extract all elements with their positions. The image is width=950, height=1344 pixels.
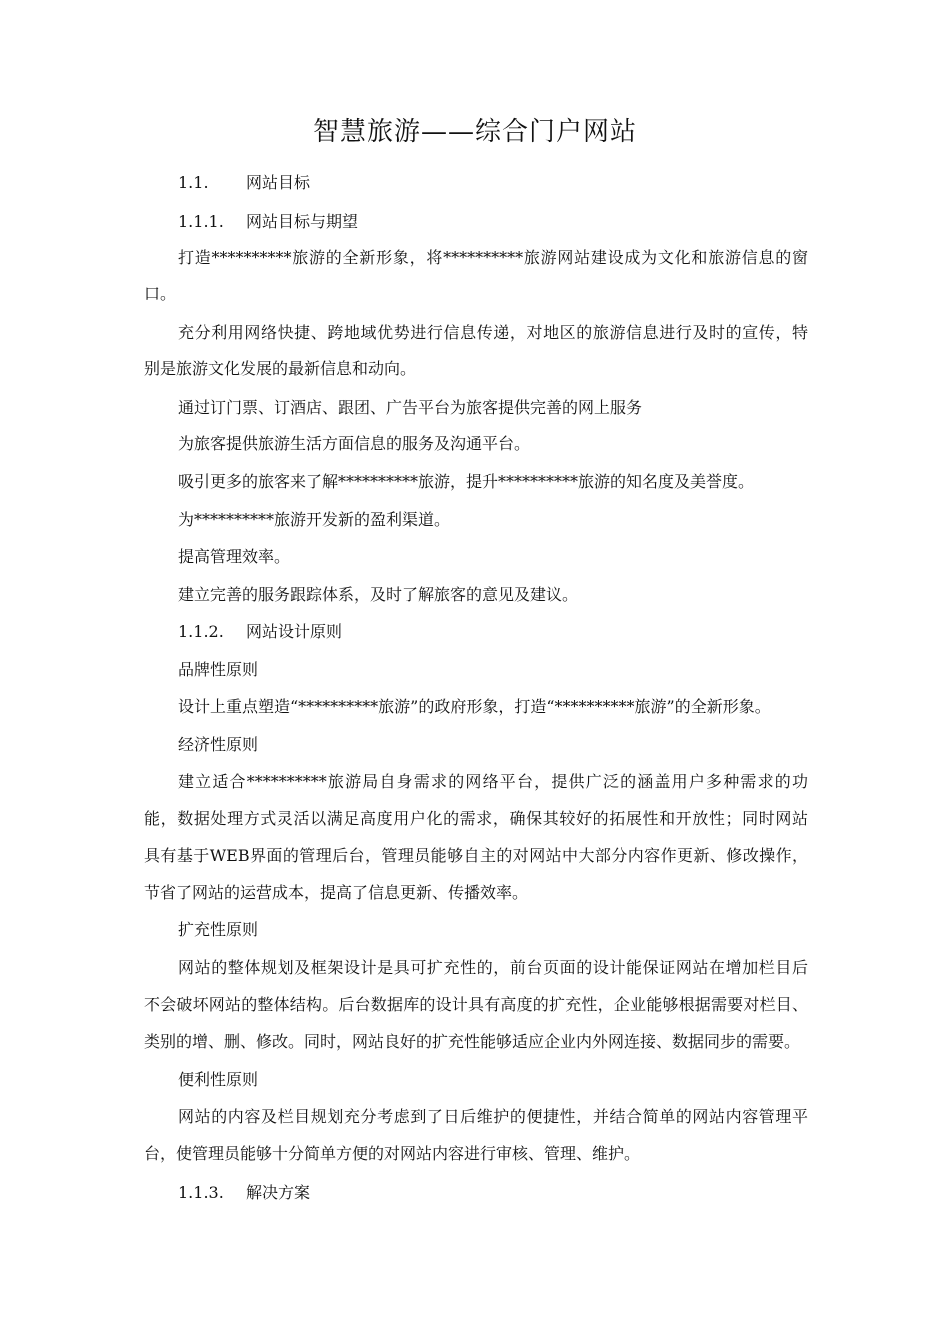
paragraph-line: 能，数据处理方式灵活以满足高度用户化的需求，确保其较好的拓展性和开放性；同时网站 xyxy=(144,809,808,828)
paragraph-line: 为旅客提供旅游生活方面信息的服务及沟通平台。 xyxy=(178,434,531,453)
paragraph-line: 通过订门票、订酒店、跟团、广告平台为旅客提供完善的网上服务 xyxy=(178,398,643,417)
paragraph-line: 不会破坏网站的整体结构。后台数据库的设计具有高度的扩充性，企业能够根据需要对栏目、 xyxy=(144,995,808,1014)
paragraph-line: 设计上重点塑造“**********旅游”的政府形象，打造“**********旅游”的全新形象。 xyxy=(178,697,771,716)
paragraph-line: 别是旅游文化发展的最新信息和动向。 xyxy=(144,359,417,378)
heading-number: 1.1.1. xyxy=(178,212,224,231)
subheading: 品牌性原则 xyxy=(178,660,259,679)
document-title: 智慧旅游——综合门户网站 xyxy=(312,117,637,147)
paragraph-line: 建立适合**********旅游局自身需求的网络平台，提供广泛的涵盖用户多种需求的功 xyxy=(178,772,808,791)
subheading: 经济性原则 xyxy=(178,735,259,754)
paragraph-line: 网站的内容及栏目规划充分考虑到了日后维护的便捷性，并结合简单的网站内容管理平 xyxy=(178,1107,808,1126)
heading-number: 1.1. xyxy=(178,173,209,192)
heading-1-1-1 xyxy=(178,204,808,240)
heading-text: 网站目标 xyxy=(246,173,311,192)
paragraph-line: 充分利用网络快捷、跨地域优势进行信息传递，对地区的旅游信息进行及时的宣传，特 xyxy=(178,323,808,342)
paragraph-line: 台，使管理员能够十分简单方便的对网站内容进行审核、管理、维护。 xyxy=(144,1144,641,1163)
heading-1-1-2 xyxy=(178,614,808,650)
paragraph-line: 建立完善的服务跟踪体系，及时了解旅客的意见及建议。 xyxy=(178,585,579,604)
paragraph-line: 提高管理效率。 xyxy=(178,547,291,566)
subheading: 便利性原则 xyxy=(178,1070,259,1089)
heading-text: 解决方案 xyxy=(246,1183,311,1202)
paragraph-line: 网站的整体规划及框架设计是具可扩充性的，前台页面的设计能保证网站在增加栏目后 xyxy=(178,958,808,977)
heading-1-1 xyxy=(178,165,808,201)
heading-text: 网站设计原则 xyxy=(246,622,343,641)
heading-text: 网站目标与期望 xyxy=(246,212,359,231)
paragraph-line: 具有基于WEB界面的管理后台，管理员能够自主的对网站中大部分内容作更新、修改操作， xyxy=(144,846,808,865)
paragraph-line: 吸引更多的旅客来了解**********旅游，提升**********旅游的知名度及美誉度。 xyxy=(178,472,755,491)
heading-1-1-3 xyxy=(178,1175,808,1211)
subheading: 扩充性原则 xyxy=(178,920,259,939)
heading-number: 1.1.2. xyxy=(178,622,224,641)
paragraph-line: 类别的增、删、修改。同时，网站良好的扩充性能够适应企业内外网连接、数据同步的需要。 xyxy=(144,1032,801,1051)
paragraph-line: 节省了网站的运营成本，提高了信息更新、传播效率。 xyxy=(144,883,529,902)
heading-number: 1.1.3. xyxy=(178,1183,224,1202)
paragraph-line: 为**********旅游开发新的盈利渠道。 xyxy=(178,510,451,529)
paragraph-line: 口。 xyxy=(144,284,177,303)
paragraph-line: 打造**********旅游的全新形象，将**********旅游网站建设成为文化和旅游信息的窗 xyxy=(178,248,808,267)
